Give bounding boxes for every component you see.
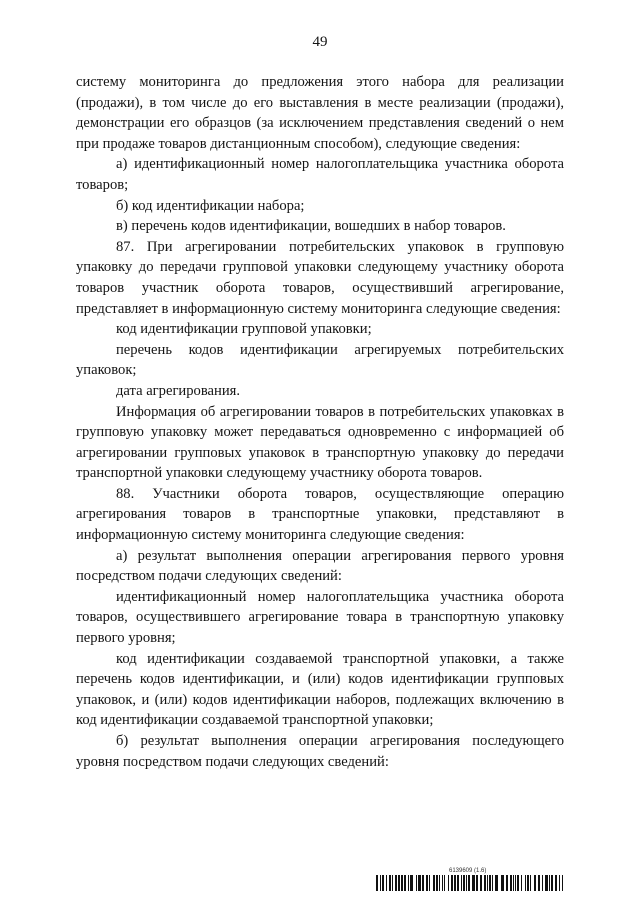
paragraph: 87. При агрегировании потребительских упаковок в групповую упаковку до передачи групповой упаковки следующему участнику оборота товаров участник оборота товаров, осуществивший агрегирование, представляет в информационную систему мониторинга следующие сведения: bbox=[76, 238, 564, 317]
paragraph: Информация об агрегировании товаров в потребительских упаковках в групповую упаковку может передаваться одновременно с информацией об агрегировании групповых упаковок в транспортную упаковку до передачи транспортной упаковки следующему участнику оборота товаров. bbox=[76, 403, 564, 482]
paragraph: а) идентификационный номер налогоплательщика участника оборота товаров; bbox=[76, 156, 564, 193]
paragraph: б) код идентификации набора; bbox=[116, 197, 305, 214]
paragraph: систему мониторинга до предложения этого набора для реализации (продажи), в том числе до его выставления в месте реализации (продажи), демонстрации его образцов (за исключением представления сведений о нем при продаже товаров дистанционным способом), следующие сведения: bbox=[76, 74, 564, 152]
paragraph: перечень кодов идентификации агрегируемых потребительских упаковок; bbox=[76, 341, 564, 379]
paragraph: идентификационный номер налогоплательщика участника оборота товаров, осуществившего агрегирование товара в транспортную упаковку первого уровня; bbox=[76, 588, 564, 647]
paragraph: код идентификации создаваемой транспортной упаковки, а также перечень кодов идентификации, и (или) кодов идентификации групповых упаковок, и (или) кодов идентификации наборов, подлежащих включению в код идентификации создаваемой транспортной упаковки; bbox=[76, 650, 564, 729]
paragraph: в) перечень кодов идентификации, вошедших в набор товаров. bbox=[116, 218, 506, 235]
document-code: 6139609 (1.6) bbox=[449, 868, 487, 874]
paragraph: а) результат выполнения операции агрегирования первого уровня посредством подачи следующих сведений: bbox=[76, 547, 564, 585]
paragraph: код идентификации групповой упаковки; bbox=[116, 321, 372, 338]
page-number: 49 bbox=[312, 34, 328, 50]
paragraph: б) результат выполнения операции агрегирования последующего уровня посредством подачи следующих сведений: bbox=[76, 733, 564, 770]
barcode-icon bbox=[376, 875, 564, 891]
paragraph: дата агрегирования. bbox=[116, 382, 240, 399]
body-text bbox=[76, 72, 564, 772]
paragraph: 88. Участники оборота товаров, осуществляющие операцию агрегирования товаров в транспортные упаковки, представляют в информационную систему мониторинга следующие сведения: bbox=[76, 485, 564, 544]
